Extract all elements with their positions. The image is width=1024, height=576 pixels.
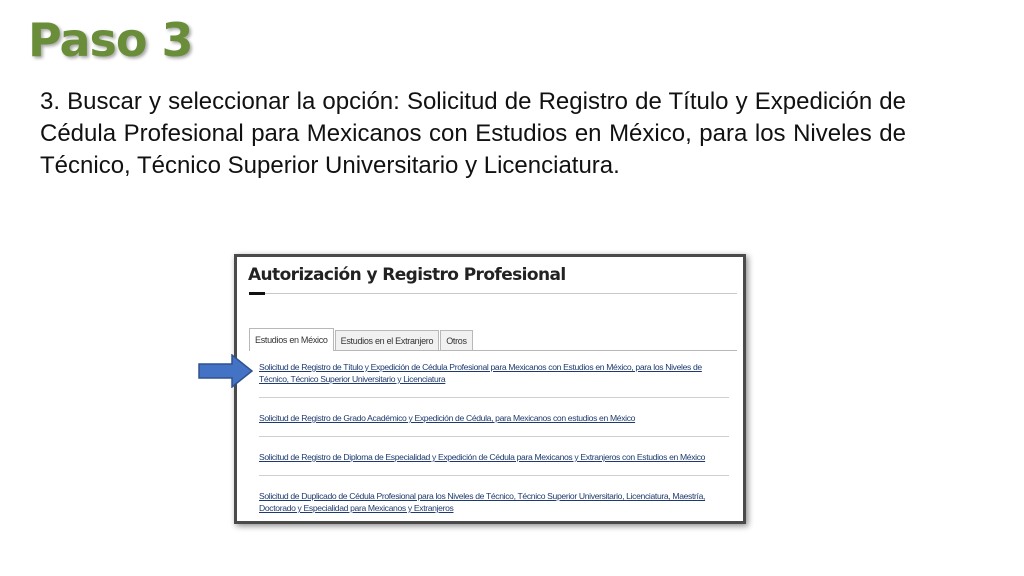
- screenshot-panel: [243, 257, 737, 521]
- link-duplicado-cedula[interactable]: Solicitud de Duplicado de Cédula Profesional para los Niveles de Técnico, Técnico Superior Universitario, Licenciatura, Maestría, Doctorado y Especialidad para Mexicanos y Extranjeros: [259, 491, 706, 513]
- slide-title: Paso 3: [28, 13, 193, 67]
- right-arrow-icon: [198, 354, 254, 388]
- panel-title: Autorización y Registro Profesional: [248, 265, 566, 285]
- instruction-text: 3. Buscar y seleccionar la opción: Solicitud de Registro de Título y Expedición de Cédula Profesional para Mexicanos con Estudios en México, para los Niveles de Técnico, Técnico Superior Universitario y Licenciatura.: [40, 88, 906, 179]
- link-registro-diploma[interactable]: Solicitud de Registro de Diploma de Especialidad y Expedición de Cédula para Mexicanos y Extranjeros con Estudios en México: [259, 452, 706, 462]
- tab-estudios-en-mexico[interactable]: Estudios en México: [249, 328, 334, 351]
- list-item: [259, 490, 729, 514]
- list-item: [259, 361, 729, 397]
- embedded-screenshot: [234, 254, 746, 524]
- link-divider: [259, 436, 729, 437]
- list-item: [259, 412, 729, 436]
- link-registro-titulo[interactable]: Solicitud de Registro de Título y Expedición de Cédula Profesional para Mexicanos con Estudios en México, para los Niveles de Técnico, Técnico Superior Universitario y Licenciatura: [259, 362, 702, 384]
- link-divider: [259, 475, 729, 476]
- title-underline-accent: [249, 292, 265, 295]
- list-item: [259, 451, 729, 475]
- link-registro-grado[interactable]: Solicitud de Registro de Grado Académico y Expedición de Cédula, para Mexicanos con estudios en México: [259, 413, 636, 423]
- tab-estudios-en-el-extranjero[interactable]: Estudios en el Extranjero: [335, 330, 440, 351]
- link-divider: [259, 397, 729, 398]
- tab-otros[interactable]: Otros: [440, 330, 473, 351]
- tab-bar: [249, 329, 737, 351]
- title-divider: [249, 293, 737, 294]
- procedure-link-list: [259, 361, 729, 514]
